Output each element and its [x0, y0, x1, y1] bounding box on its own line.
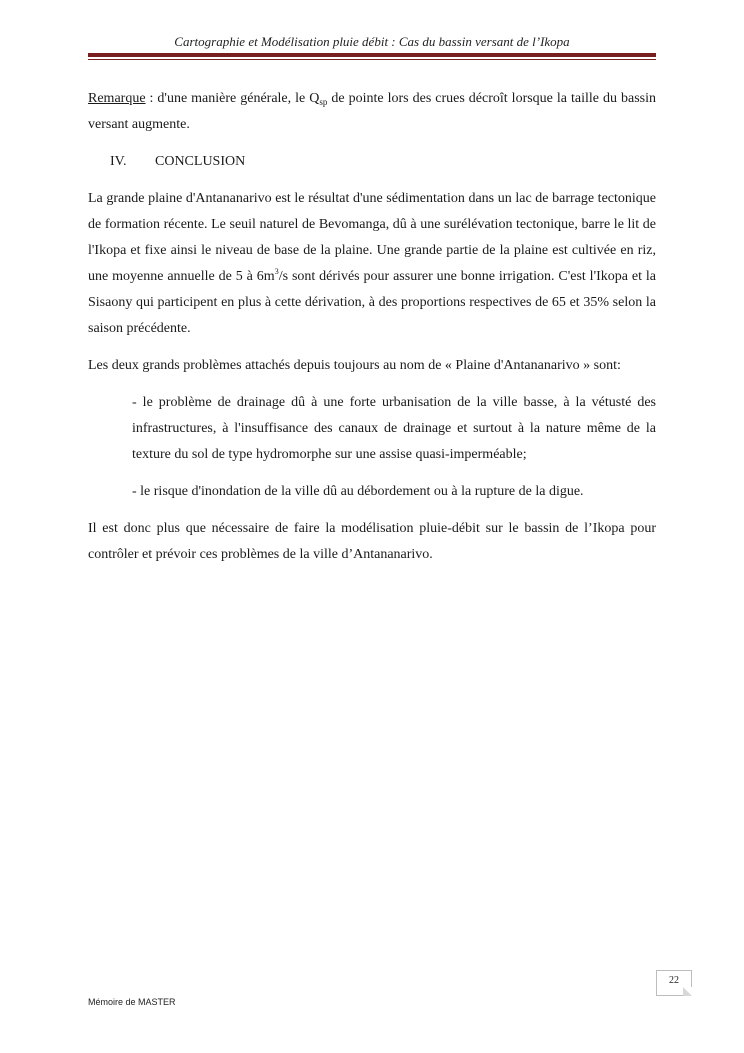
remark-paragraph: [88, 86, 656, 138]
footer-text: Mémoire de MASTER: [88, 997, 176, 1007]
remark-subscript: sp: [319, 97, 328, 107]
page-curl-icon: [683, 987, 692, 996]
section-number: IV.: [110, 154, 127, 169]
paragraph-1: [88, 186, 656, 342]
bullet-item-1: - le problème de drainage dû à une forte urbanisation de la ville basse, à la vétusté des infrastructures, à l'insuffisance des canaux de drainage et surtout à la nature même de la texture du sol de type hydromorphe sur une assise quasi-imperméable;: [132, 395, 656, 462]
paragraph-2: Les deux grands problèmes attachés depuis toujours au nom de « Plaine d'Antananarivo » sont:: [88, 358, 621, 373]
running-header-title: Cartographie et Modélisation pluie débit : Cas du bassin versant de l’Ikopa: [174, 34, 570, 49]
section-heading: [110, 149, 656, 175]
remark-label: Remarque: [88, 91, 146, 106]
remark-text-b: de pointe lors des crues décroît lorsque la taille du bassin versant augmente.: [88, 91, 656, 132]
page-number-box: [656, 970, 692, 996]
header-rule-thick: [88, 53, 656, 57]
section-title: CONCLUSION: [155, 154, 246, 169]
paragraph-1-text-b: /s sont dérivés pour assurer une bonne irrigation. C'est l'Ikopa et la Sisaony qui participent en plus à cette dérivation, à des proportions respectives de 65 et 35% selon la saison précédente.: [88, 269, 656, 336]
bullet-item-2: - le risque d'inondation de la ville dû au débordement ou à la rupture de la digue.: [132, 484, 584, 499]
page-number: 22: [669, 975, 679, 986]
paragraph-1-superscript: 3: [274, 267, 279, 276]
paragraph-3: Il est donc plus que nécessaire de faire la modélisation pluie-débit sur le bassin de l’Ikopa pour contrôler et prévoir ces problèmes de la ville d’Antananarivo.: [88, 521, 656, 562]
page-body: [88, 86, 656, 579]
remark-text-a: : d'une manière générale, le Q: [145, 91, 320, 106]
paragraph-1-text-a: La grande plaine d'Antananarivo est le résultat d'une sédimentation dans un lac de barrage tectonique de formation récente. Le seuil naturel de Bevomanga, dû à une surélévation tectonique, barre le lit de l'Ikopa et fixe ainsi le niveau de base de la plaine. Une grande partie de la plaine est cultivée en riz, une moyenne annuelle de 5 à 6m: [88, 191, 656, 284]
header-rule-thin: [88, 59, 656, 60]
